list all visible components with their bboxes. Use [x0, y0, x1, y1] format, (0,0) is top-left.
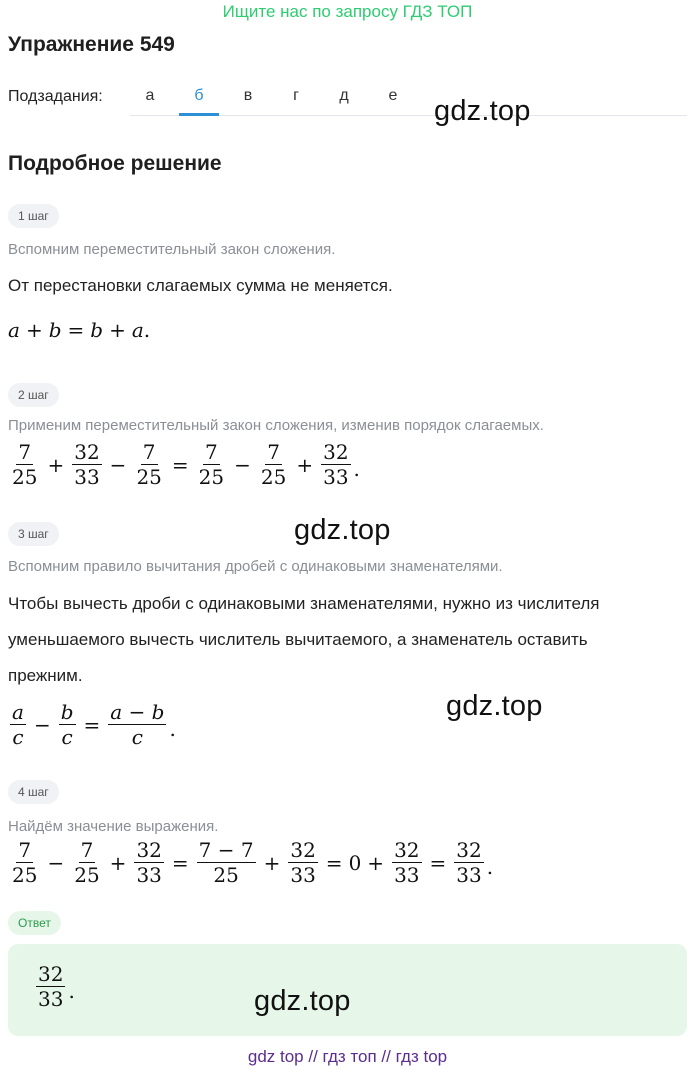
fraction: $\frac{32}{33}$	[136, 838, 162, 887]
math-operator: =	[83, 712, 101, 737]
subtask-tab-e[interactable]: е	[388, 87, 398, 104]
math-operator: −	[234, 452, 251, 477]
subtask-tab-v[interactable]: в	[243, 87, 253, 104]
fraction: $\frac{7}{25}$	[136, 440, 162, 489]
footer-separator: //	[303, 1047, 323, 1066]
watermark: gdz.top	[446, 690, 543, 722]
footer-link-gdz-top[interactable]: gdz top	[247, 1047, 304, 1066]
answer-formula	[34, 962, 75, 1011]
math-symbol: b	[48, 318, 62, 342]
fraction: $\frac{32}{33}$	[74, 440, 100, 489]
formula-reorder	[8, 440, 360, 489]
subtask-tab-a[interactable]: а	[145, 87, 155, 104]
formula-commutative	[8, 318, 150, 342]
fraction: $\frac{7 - 7}{25}$	[198, 838, 254, 887]
math-period: .	[143, 318, 151, 342]
fraction: $\frac{32}{33}$	[323, 440, 349, 489]
math-period: .	[68, 979, 75, 1003]
step-text-line: уменьшаемого вычесть числитель вычитаемого, а знаменатель оставить	[8, 630, 588, 649]
fraction: $\frac{32}{33}$	[290, 838, 316, 887]
watermark: gdz.top	[294, 514, 391, 546]
fraction: $\frac{a - b}{c}$	[110, 700, 165, 749]
step-hint: Применим переместительный закон сложения, изменив порядок слагаемых.	[8, 417, 544, 434]
step-badge: 2 шаг	[8, 383, 59, 407]
step-hint: Вспомним переместительный закон сложения.	[8, 241, 336, 258]
footer-links	[0, 1047, 695, 1067]
watermark: gdz.top	[254, 985, 351, 1017]
fraction: $\frac{7}{25}$	[12, 838, 38, 887]
fraction: $\frac{7}{25}$	[74, 838, 100, 887]
fraction: $\frac{7}{25}$	[12, 440, 38, 489]
math-operator: =	[171, 452, 189, 477]
math-number: 0	[348, 850, 362, 875]
math-operator: +	[367, 850, 385, 875]
subtask-tab-d[interactable]: д	[339, 87, 349, 104]
math-symbol: b	[90, 318, 104, 342]
math-operator: =	[325, 850, 343, 875]
math-period: .	[169, 717, 176, 741]
math-symbol: a	[8, 318, 20, 342]
math-operator: +	[47, 452, 65, 477]
answer-badge: Ответ	[8, 911, 61, 935]
math-operator: +	[25, 318, 43, 342]
fraction: $\frac{7}{25}$	[260, 440, 287, 489]
formula-result	[8, 838, 493, 887]
fraction: $\frac{32}{33}$	[456, 838, 482, 887]
fraction: $\frac{32}{33}$	[394, 838, 420, 887]
section-title: Подробное решение	[8, 152, 222, 175]
fraction: $\frac{7}{25}$	[198, 440, 225, 489]
math-operator: −	[47, 850, 65, 875]
math-symbol: a	[131, 318, 144, 342]
footer-separator: //	[376, 1047, 396, 1066]
fraction: $\frac{32}{33}$	[38, 962, 64, 1011]
formula-subtract-rule	[8, 700, 176, 749]
subtask-tab-b[interactable]: б	[179, 80, 219, 116]
math-operator: −	[33, 712, 51, 737]
step-badge: 3 шаг	[8, 522, 59, 546]
math-operator: =	[67, 318, 85, 342]
math-operator: +	[296, 452, 314, 477]
step-badge: 4 шаг	[8, 780, 59, 804]
search-hint-banner: Ищите нас по запросу ГДЗ ТОП	[222, 2, 473, 21]
math-operator: +	[109, 850, 127, 875]
footer-link-gdz-top-ru[interactable]: гдз топ	[322, 1047, 377, 1066]
math-operator: =	[429, 850, 447, 875]
step-badge: 1 шаг	[8, 204, 59, 228]
step-hint: Найдём значение выражения.	[8, 818, 219, 835]
math-period: .	[353, 457, 360, 481]
step-text-line: Чтобы вычесть дроби с одинаковыми знаменателями, нужно из числителя	[8, 594, 600, 613]
subtasks-tabbar	[130, 80, 687, 116]
subtasks-label: Подзадания:	[8, 88, 103, 105]
page-title: Упражнение 549	[8, 33, 175, 56]
math-operator: +	[263, 850, 281, 875]
math-period: .	[486, 855, 494, 879]
step-text: От перестановки слагаемых сумма не меняется.	[8, 276, 393, 295]
step-text-line: прежним.	[8, 666, 83, 685]
math-operator: −	[109, 452, 127, 477]
footer-link-gdz-top-mixed[interactable]: гдз top	[395, 1047, 448, 1066]
answer-box	[8, 944, 687, 1036]
math-operator: +	[109, 318, 126, 342]
fraction: $\frac{a}{c}$	[12, 700, 24, 749]
math-operator: =	[171, 850, 189, 875]
fraction: $\frac{b}{c}$	[60, 700, 74, 749]
step-hint: Вспомним правило вычитания дробей с одинаковыми знаменателями.	[8, 558, 503, 575]
subtask-tab-g[interactable]: г	[293, 87, 299, 104]
watermark: gdz.top	[434, 95, 531, 127]
